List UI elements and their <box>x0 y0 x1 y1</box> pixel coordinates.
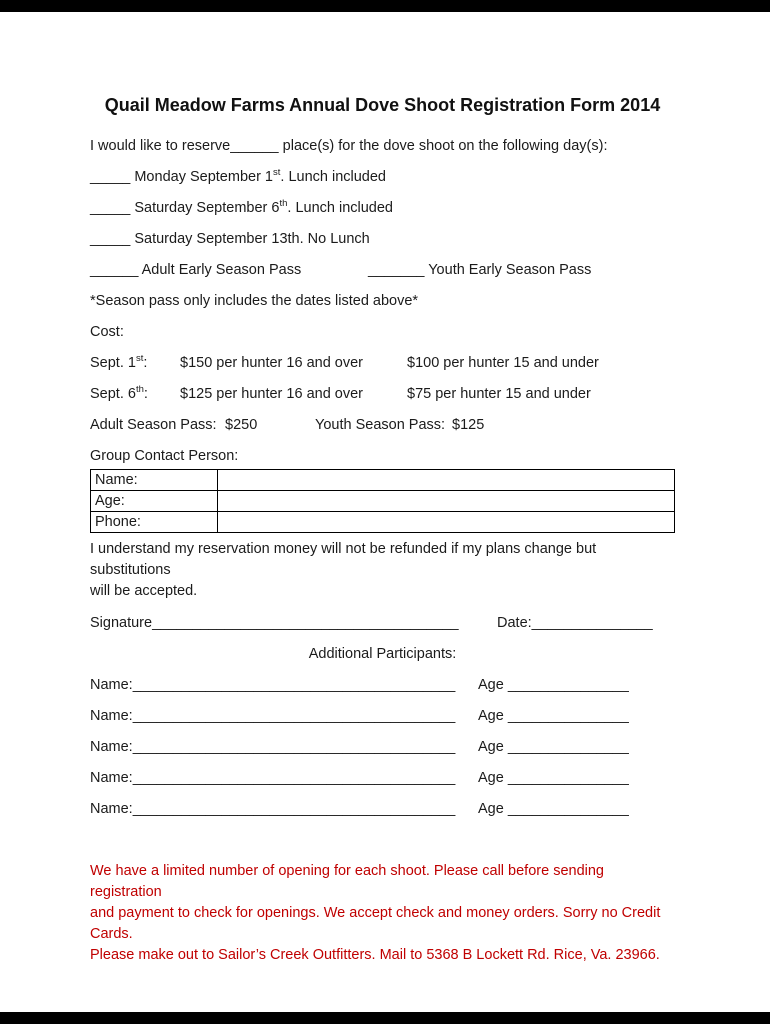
table-row-name <box>91 470 675 491</box>
participant2-name-blank[interactable]: ________________________________________ <box>132 708 456 724</box>
participant5-name-label: Name: <box>90 801 133 817</box>
adult-season-pass-price: $250 <box>225 417 258 433</box>
group-contact-label: Group Contact Person: <box>90 448 239 464</box>
cost-heading: Cost: <box>90 324 124 340</box>
contact-name-label: Name: <box>91 470 218 491</box>
day1-ordinal: st <box>273 167 281 179</box>
cost1-ordinal: st <box>135 353 144 365</box>
participant2-age-label: Age <box>478 708 504 724</box>
reserve-count-blank[interactable]: ______ <box>230 138 279 154</box>
participant4-name-blank[interactable]: ________________________________________ <box>132 770 456 786</box>
booking-notice <box>90 861 675 966</box>
youth-pass-label: Youth Early Season Pass <box>424 262 592 278</box>
participant2-name-label: Name: <box>90 708 133 724</box>
refund-disclaimer <box>90 539 675 602</box>
day2-blank[interactable]: _____ <box>90 200 131 216</box>
participant-row <box>90 707 675 726</box>
day-option-saturday-sep6 <box>90 199 675 218</box>
participant1-name-label: Name: <box>90 677 133 693</box>
cost1-under15: $100 per hunter 15 and under <box>407 355 599 371</box>
cost1-date: Sept. 1 <box>90 355 136 371</box>
cost2-ordinal: th <box>135 384 144 396</box>
participant2-age-blank[interactable]: _______________ <box>507 708 629 724</box>
participant5-name-blank[interactable]: ________________________________________ <box>132 801 456 817</box>
participant4-age-label: Age <box>478 770 504 786</box>
group-contact-table <box>90 469 675 533</box>
youth-season-pass-label: Youth Season Pass: <box>315 417 446 433</box>
intro-text-post: place(s) for the dove shoot on the following day(s): <box>278 138 608 154</box>
participant1-name-blank[interactable]: ________________________________________ <box>132 677 456 693</box>
day2-ordinal: th <box>279 198 288 210</box>
day1-blank[interactable]: _____ <box>90 169 131 185</box>
day3-label: Saturday September 13th. No Lunch <box>130 231 370 247</box>
contact-phone-label: Phone: <box>91 512 218 533</box>
contact-name-input-cell[interactable] <box>218 470 675 491</box>
cost2-over16: $125 per hunter 16 and over <box>180 386 363 402</box>
youth-pass-blank[interactable]: _______ <box>368 262 425 278</box>
cost2-colon: : <box>143 386 148 402</box>
date-blank[interactable]: _______________ <box>531 615 653 631</box>
participant3-age-label: Age <box>478 739 504 755</box>
cost2-under15: $75 per hunter 15 and under <box>407 386 591 402</box>
adult-pass-blank[interactable]: ______ <box>90 262 139 278</box>
cost1-colon: : <box>143 355 148 371</box>
signature-blank[interactable]: ______________________________________ <box>152 615 459 631</box>
participant3-name-label: Name: <box>90 739 133 755</box>
top-letterbox-bar <box>0 0 770 12</box>
day-option-monday-sep1 <box>90 168 675 187</box>
participant4-name-label: Name: <box>90 770 133 786</box>
intro-text-pre: I would like to reserve <box>90 138 231 154</box>
cost-row-sep1 <box>90 354 675 373</box>
contact-age-label: Age: <box>91 491 218 512</box>
table-row-age <box>91 491 675 512</box>
participant-row <box>90 676 675 695</box>
table-row-phone <box>91 512 675 533</box>
season-pass-cost-line <box>90 416 675 435</box>
day2-label: Saturday September 6 <box>130 200 280 216</box>
contact-age-input-cell[interactable] <box>218 491 675 512</box>
season-pass-note: *Season pass only includes the dates listed above* <box>90 293 419 309</box>
registration-form-page <box>0 12 770 966</box>
date-label: Date: <box>497 615 532 631</box>
adult-pass-label: Adult Early Season Pass <box>138 262 302 278</box>
participant3-name-blank[interactable]: ________________________________________ <box>132 739 456 755</box>
bottom-letterbox-bar <box>0 1012 770 1024</box>
participant-row <box>90 800 675 819</box>
adult-season-pass-label: Adult Season Pass: <box>90 417 217 433</box>
day1-label-tail: . Lunch included <box>280 169 386 185</box>
additional-participants-heading: Additional Participants: <box>308 646 457 662</box>
signature-label: Signature <box>90 615 153 631</box>
booking-notice-line1: We have a limited number of opening for each shoot. Please call before sending registration <box>90 863 604 900</box>
booking-notice-line3: Please make out to Sailor’s Creek Outfitters. Mail to 5368 B Lockett Rd. Rice, Va. 23966. <box>90 947 660 963</box>
participant4-age-blank[interactable]: _______________ <box>507 770 629 786</box>
day-option-saturday-sep13 <box>90 230 675 249</box>
cost-row-sep6 <box>90 385 675 404</box>
day1-label: Monday September 1 <box>130 169 273 185</box>
participant5-age-label: Age <box>478 801 504 817</box>
signature-date-line <box>90 614 675 633</box>
participant1-age-blank[interactable]: _______________ <box>507 677 629 693</box>
contact-phone-input-cell[interactable] <box>218 512 675 533</box>
participant5-age-blank[interactable]: _______________ <box>507 801 629 817</box>
page-title: Quail Meadow Farms Annual Dove Shoot Registration Form 2014 <box>104 95 661 115</box>
participant3-age-blank[interactable]: _______________ <box>507 739 629 755</box>
booking-notice-line2: and payment to check for openings. We accept check and money orders. Sorry no Credit Cards. <box>90 905 661 942</box>
day2-label-tail: . Lunch included <box>287 200 393 216</box>
day3-blank[interactable]: _____ <box>90 231 131 247</box>
participant1-age-label: Age <box>478 677 504 693</box>
refund-disclaimer-line2: will be accepted. <box>90 583 198 599</box>
youth-season-pass-price: $125 <box>452 417 485 433</box>
intro-line <box>90 137 675 156</box>
cost2-date: Sept. 6 <box>90 386 136 402</box>
participant-row <box>90 738 675 757</box>
participant-row <box>90 769 675 788</box>
early-season-pass-line <box>90 261 675 280</box>
refund-disclaimer-line1: I understand my reservation money will not be refunded if my plans change but substitutions <box>90 541 597 578</box>
cost1-over16: $150 per hunter 16 and over <box>180 355 363 371</box>
